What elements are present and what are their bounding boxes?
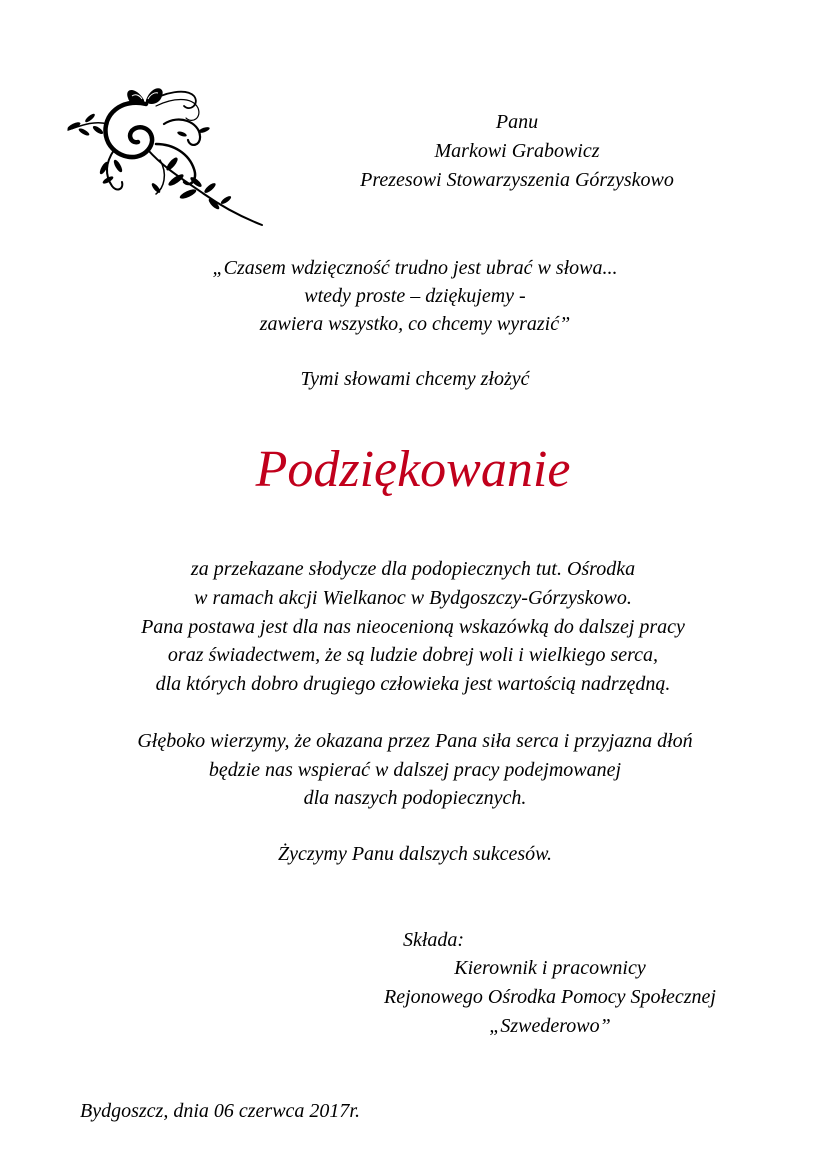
ornament-main-spiral: [105, 103, 152, 157]
ornament-leaf: [150, 182, 161, 194]
signature-line: „Szwederowo”: [489, 1015, 611, 1037]
signature-line: Kierownik i pracownicy: [454, 957, 646, 979]
body-line: za przekazane słodycze dla podopiecznych tut. Ośrodka: [190, 558, 636, 580]
ornament-leaf: [92, 125, 105, 136]
signature-line: Rejonowego Ośrodka Pomocy Społecznej: [384, 986, 716, 1008]
ornament-leaf: [84, 112, 96, 123]
ornament-leaf: [220, 195, 232, 206]
quote-block: [4, 254, 826, 338]
body-line: Głęboko wierzymy, że okazana przez Pana siła serca i przyjazna dłoń: [137, 730, 693, 752]
quote-line: wtedy proste – dziękujemy -: [304, 285, 526, 307]
letter-title: Podziękowanie: [255, 441, 571, 498]
body-line: dla których dobro drugiego człowieka jest wartością nadrzędną.: [155, 673, 671, 695]
addressee-line: Prezesowi Stowarzyszenia Górzyskowo: [360, 169, 674, 191]
addressee-line: Markowi Grabowicz: [434, 140, 600, 162]
body-line: Pana postawa jest dla nas nieocenioną wskazówką do dalszej pracy: [141, 615, 685, 638]
body-line: będzie nas wspierać w dalszej pracy podejmowanej: [208, 758, 622, 781]
ornament-trailing-stem: [148, 150, 262, 225]
intro-text: Tymi słowami chcemy złożyć: [300, 368, 530, 390]
ornament-butterfly-wing-right: [146, 88, 163, 104]
body-paragraph-2: [4, 727, 826, 813]
ornament-leaf: [177, 130, 188, 137]
ornament-leaf: [179, 187, 198, 200]
signature-label: Składa:: [403, 929, 465, 951]
ornament-leaf: [112, 159, 124, 174]
ornament-top-curl-outer: [156, 100, 199, 121]
ornament-swirls: [68, 92, 262, 225]
body-line: dla naszych podopiecznych.: [303, 787, 527, 809]
addressee-line: Panu: [495, 111, 539, 133]
body-line: oraz świadectwem, że są ludzie dobrej woli i wielkiego serca,: [167, 644, 659, 667]
body-paragraph-1: [0, 555, 826, 699]
signature-block: [350, 954, 750, 1041]
ornament-leaf: [203, 182, 217, 195]
wishes-text: Życzymy Panu dalszych sukcesów.: [277, 843, 552, 865]
floral-ornament-icon: [64, 84, 264, 229]
addressee-block: [317, 108, 717, 195]
place-and-date: Bydgoszcz, dnia 06 czerwca 2017r.: [80, 1100, 360, 1122]
ornament-leaf: [165, 156, 180, 172]
quote-line: zawiera wszystko, co chcemy wyrazić”: [259, 313, 571, 335]
ornament-leaf: [78, 127, 91, 137]
quote-line: „Czasem wdzięczność trudno jest ubrać w słowa...: [212, 257, 618, 279]
body-line: w ramach akcji Wielkanoc w Bydgoszczy-Górzyskowo.: [194, 586, 632, 609]
